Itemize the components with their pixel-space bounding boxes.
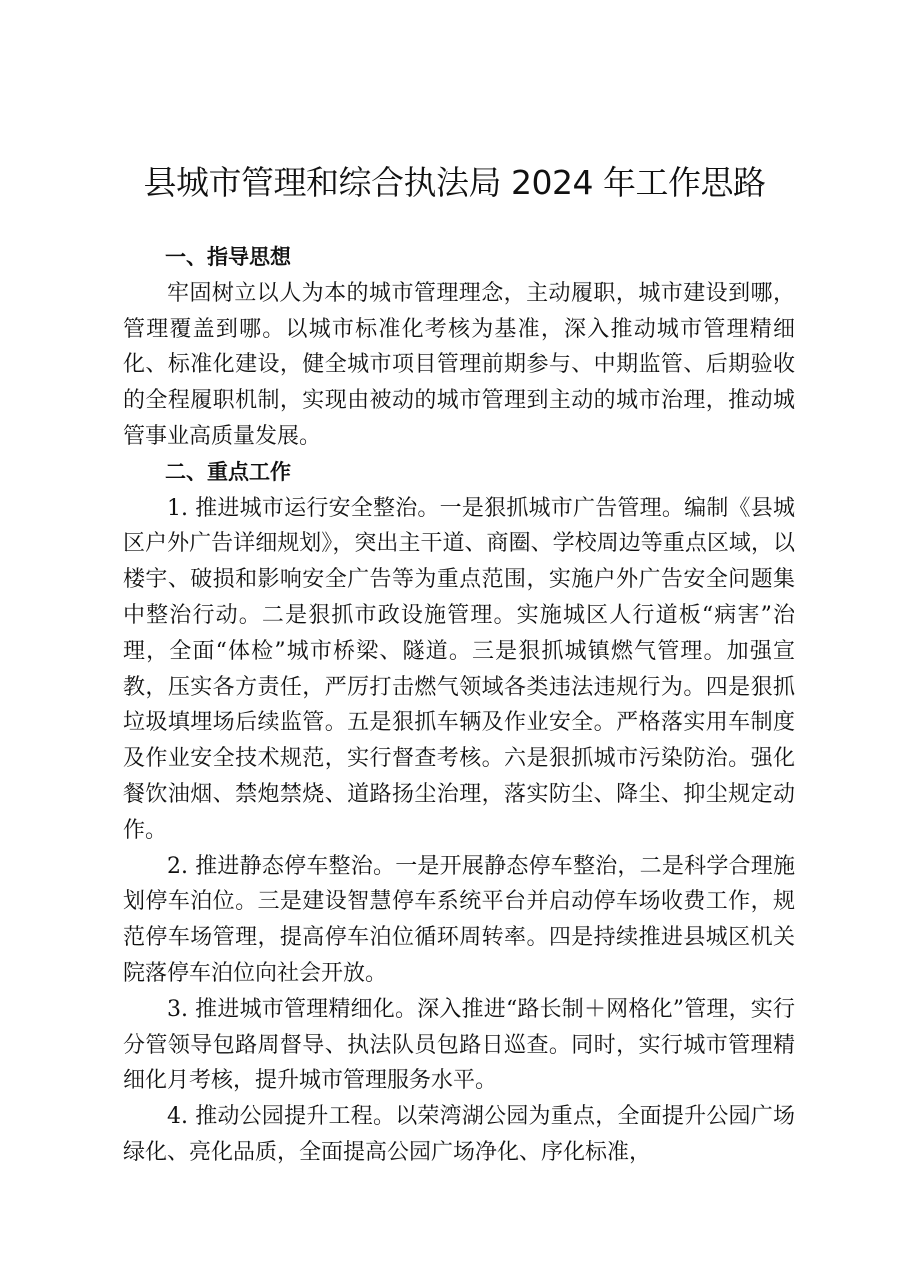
document-title: 县城市管理和综合执法局 2024 年工作思路 (143, 163, 766, 202)
document-body (123, 240, 795, 1171)
paragraph: 2. 推进静态停车整治。一是开展静态停车整治，二是科学合理施划停车泊位。三是建设智慧停车系统平台并启动停车场收费工作，规范停车场管理，提高停车泊位循环周转率。四是持续推进县城区机关院落停车泊位向社会开放。 (123, 853, 795, 986)
section-heading-key-work: 二、重点工作 (165, 459, 291, 484)
paragraph: 牢固树立以人为本的城市管理理念，主动履职，城市建设到哪，管理覆盖到哪。以城市标准化考核为基准，深入推动城市管理精细化、标准化建设，健全城市项目管理前期参与、中期监管、后期验收的全程履职机制，实现由被动的城市管理到主动的城市治理，推动城管事业高质量发展。 (123, 280, 795, 449)
paragraph: 4. 推动公园提升工程。以荣湾湖公园为重点，全面提升公园广场绿化、亮化品质，全面提高公园广场净化、序化标准， (123, 1104, 795, 1165)
paragraph: 3. 推进城市管理精细化。深入推进“路长制＋网格化”管理，实行分管领导包路周督导、执法队员包路日巡查。同时，实行城市管理精细化月考核，提升城市管理服务水平。 (123, 996, 795, 1094)
paragraph: 1. 推进城市运行安全整治。一是狠抓城市广告管理。编制《县城区户外广告详细规划》，突出主干道、商圈、学校周边等重点区域，以楼宇、破损和影响安全广告等为重点范围，实施户外广告安全问题集中整治行动。二是狠抓市政设施管理。实施城区人行道板“病害”治理，全面“体检”城市桥梁、隧道。三是狠抓城镇燃气管理。加强宣教，压实各方责任，严厉打击燃气领域各类违法违规行为。四是狠抓垃圾填埋场后续监管。五是狠抓车辆及作业安全。严格落实用车制度及作业安全技术规范，实行督查考核。六是狠抓城市污染防治。强化餐饮油烟、禁炮禁烧、道路扬尘治理，落实防尘、降尘、抑尘规定动作。 (123, 495, 795, 843)
section-heading-guiding-thought: 一、指导思想 (165, 245, 291, 269)
